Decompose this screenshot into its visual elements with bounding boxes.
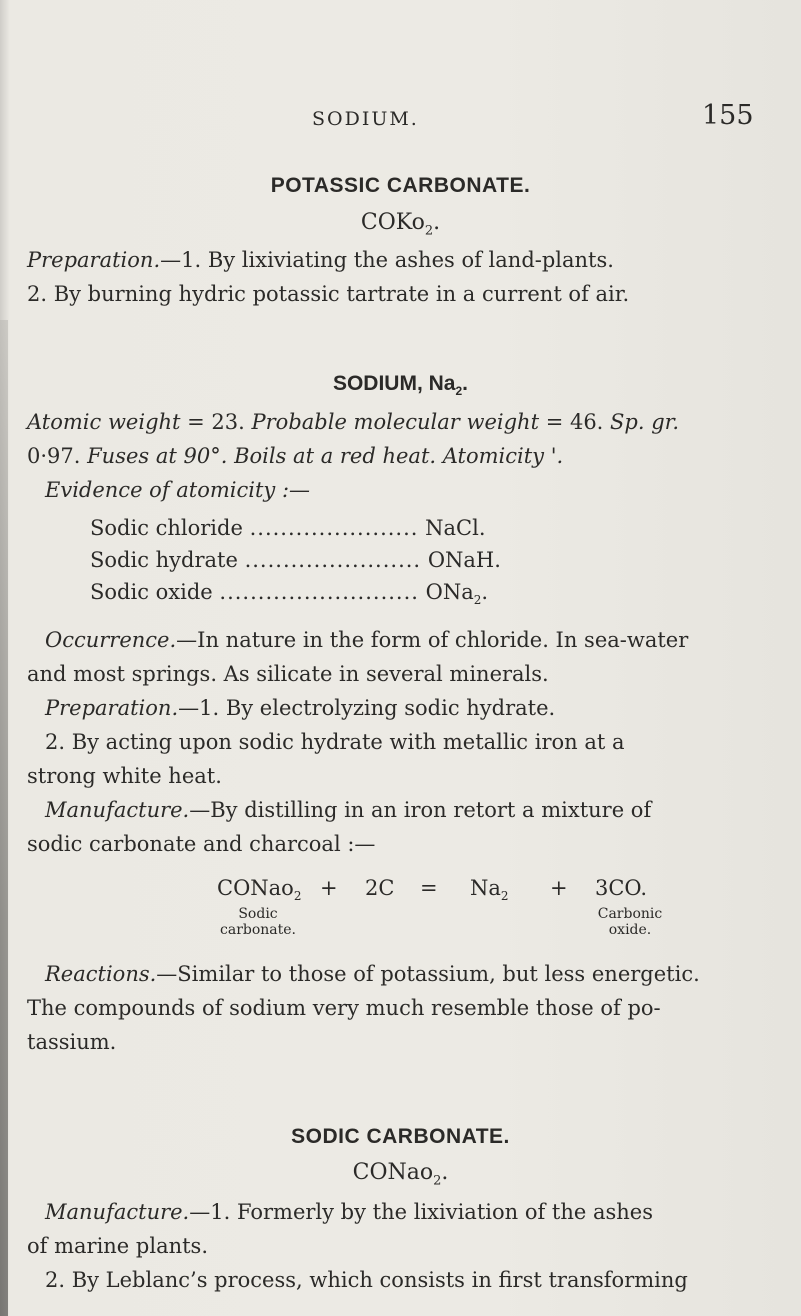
- equation-caption: Sodic carbonate.: [220, 906, 296, 938]
- text-line: Atomic weight = 23. Probable molecular weight = 46. Sp. gr.: [27, 410, 680, 434]
- table-row: Sodic hydrate ....................... ONaH.: [90, 548, 501, 572]
- equation-term: $Na_2$: [470, 876, 509, 904]
- equation-operator: =: [420, 876, 438, 900]
- section-heading-potassic-carbonate: POTASSIC CARBONATE.: [270, 174, 531, 197]
- text-line: 0·97. Fuses at 90°. Boils at a red heat. Atomicity '.: [27, 444, 564, 468]
- text-line: Preparation.—1. By electrolyzing sodic hydrate.: [45, 696, 556, 720]
- page-number: 155: [702, 100, 754, 131]
- section-heading-sodic-carbonate: SODIC CARBONATE.: [291, 1125, 510, 1148]
- text-line: 2. By acting upon sodic hydrate with metallic iron at a: [45, 730, 625, 754]
- section-heading-sodium: SODIUM, $Na_2$.: [332, 372, 469, 399]
- equation-operator: +: [320, 876, 338, 900]
- text-line: of marine plants.: [27, 1234, 209, 1258]
- text-line: and most springs. As silicate in several minerals.: [27, 662, 549, 686]
- equation-caption: Carbonic oxide.: [597, 906, 663, 938]
- running-head: [0, 98, 801, 138]
- equation-term: CONao$_2$: [217, 876, 302, 904]
- equation-operator: +: [550, 876, 568, 900]
- text-line: The compounds of sodium very much resemble those of po-: [27, 996, 661, 1020]
- text-line: Preparation.—1. By lixiviating the ashes of land-plants.: [27, 248, 614, 272]
- running-head-title: SODIUM.: [312, 108, 419, 130]
- text-line: 2. By burning hydric potassic tartrate in a current of air.: [27, 282, 630, 306]
- table-row: Sodic chloride ...................... NaCl.: [90, 516, 486, 540]
- text-line: tassium.: [27, 1030, 117, 1054]
- text-line: Reactions.—Similar to those of potassium, but less energetic.: [45, 962, 700, 986]
- text-line: sodic carbonate and charcoal :—: [27, 832, 376, 856]
- text-line: Evidence of atomicity :—: [45, 478, 311, 502]
- formula-potassic-carbonate: COKo$_2$.: [360, 210, 441, 239]
- text-line: Manufacture.—1. Formerly by the lixiviation of the ashes: [45, 1200, 654, 1224]
- text-line: strong white heat.: [27, 764, 222, 788]
- text-line: Occurrence.—In nature in the form of chloride. In sea-water: [45, 628, 689, 652]
- equation-term: 3CO.: [595, 876, 648, 900]
- table-row: Sodic oxide .......................... ONa$_2$.: [90, 580, 489, 608]
- formula-sodic-carbonate: CONao$_2$.: [352, 1160, 449, 1189]
- text-line: Manufacture.—By distilling in an iron retort a mixture of: [45, 798, 652, 822]
- equation-term: 2C: [365, 876, 395, 900]
- text-line: 2. By Leblanc’s process, which consists in first transforming: [45, 1268, 688, 1292]
